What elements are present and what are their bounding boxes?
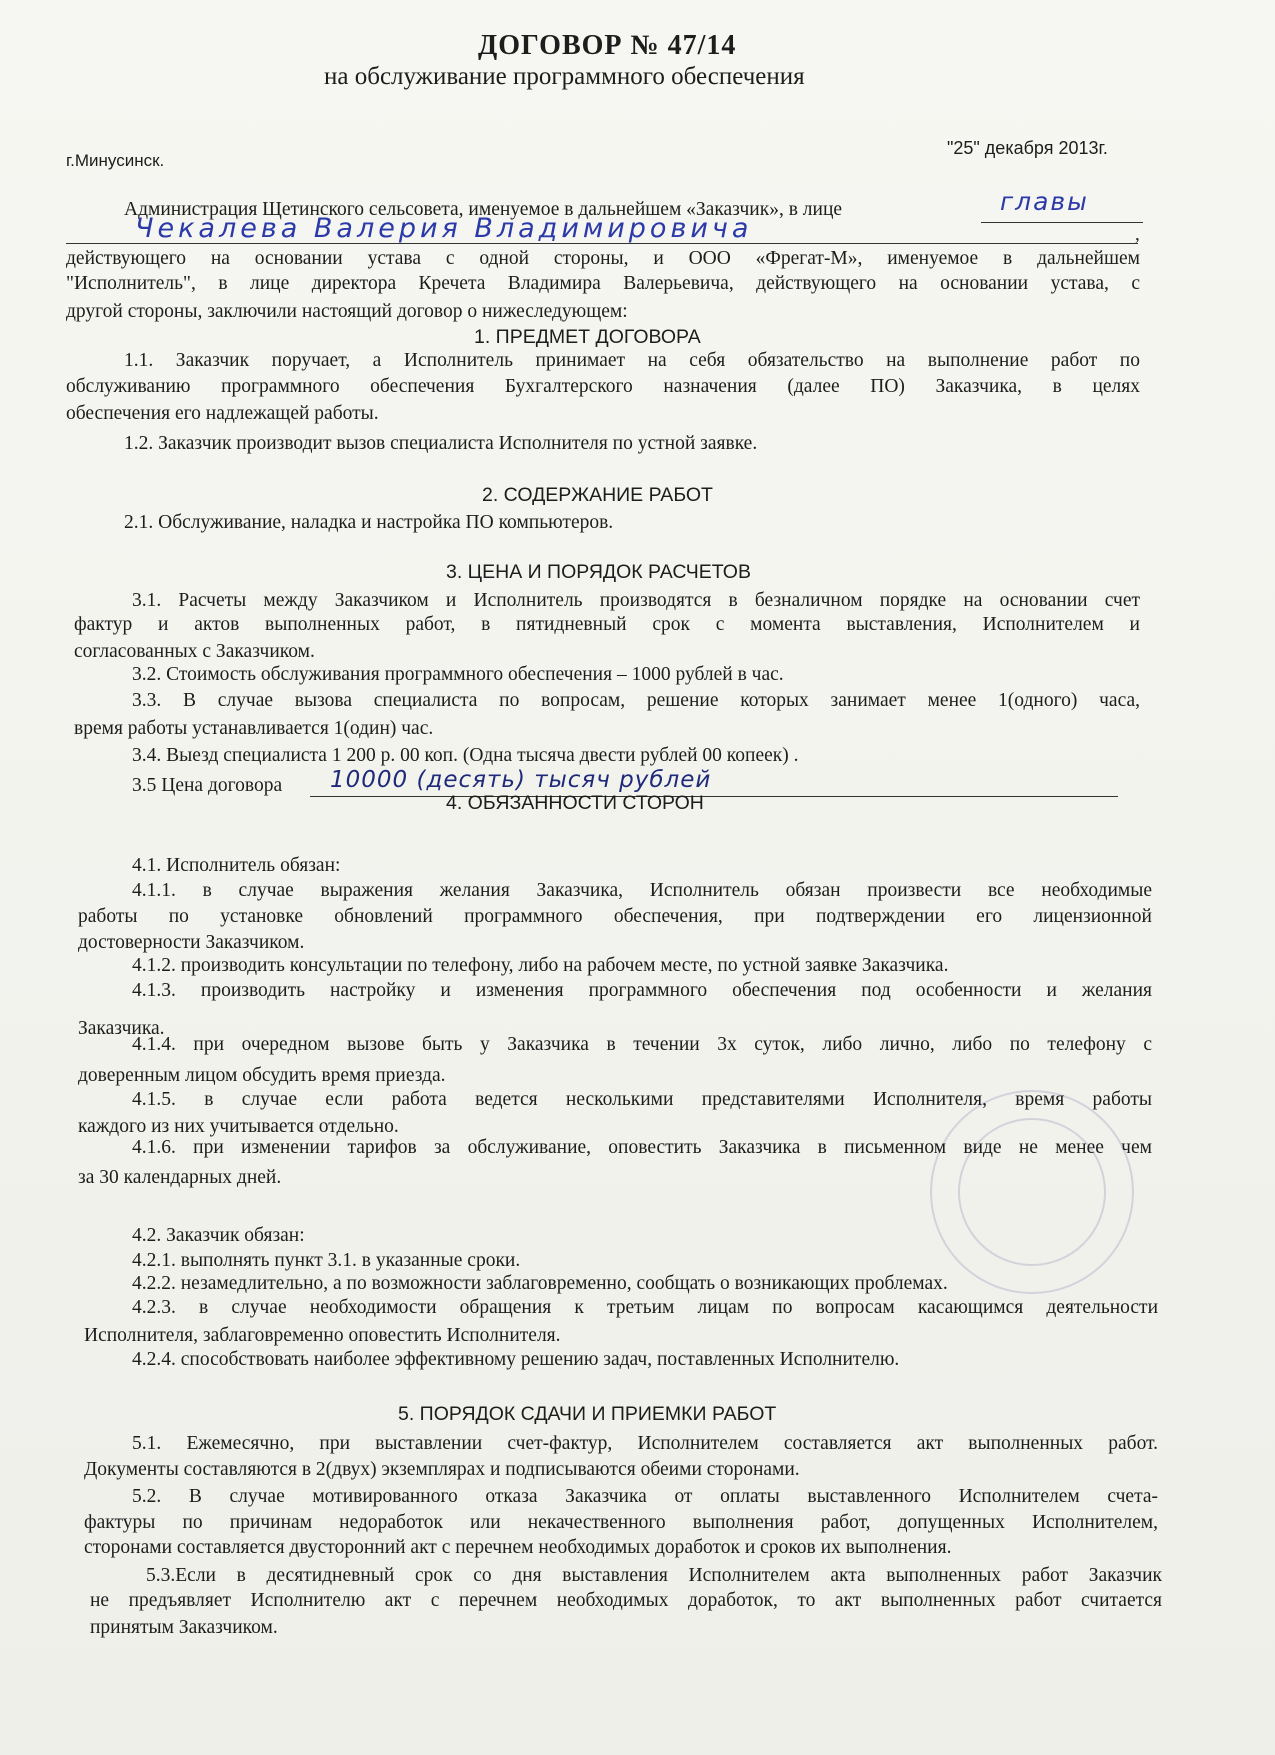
clause-text: 3.4. Выезд специалиста 1 200 р. 00 коп. (Одна тысяча двести рублей 00 копеек) . <box>132 745 799 766</box>
clause-text: 4.2.1. выполнять пункт 3.1. в указанные сроки. <box>132 1250 521 1271</box>
clause-text: Исполнителя, заблаговременно оповестить Исполнителя. <box>84 1325 561 1346</box>
handwritten-price: 10000 (десять) тысяч рублей <box>330 767 712 793</box>
clause-text: 4.2.2. незамедлительно, а по возможности заблаговременно, сообщать о возникающих проблемах. <box>132 1273 948 1294</box>
clause-text: 2.1. Обслуживание, наладка и настройка ПО компьютеров. <box>124 512 614 533</box>
clause-text: принятым Заказчиком. <box>90 1617 278 1638</box>
clause-text: сторонами составляется двусторонний акт с перечнем необходимых доработок и сроков их выполнения. <box>84 1537 952 1558</box>
clause-text: 4.1.1. в случае выражения желания Заказчика, Исполнитель обязан произвести все необходимые <box>132 880 1152 901</box>
clause-text: 4.1.5. в случае если работа ведется несколькими представителями Исполнителя, время работы <box>132 1089 1152 1110</box>
contract-title: ДОГОВОР № 47/14 <box>478 30 737 61</box>
handwritten-position: главы <box>1000 187 1089 216</box>
preamble-comma: , <box>1135 224 1140 245</box>
clause-text: не предъявляет Исполнителю акт с перечнем необходимых доработок, то акт выполненных работ считается <box>90 1590 1162 1611</box>
clause-text: 1.2. Заказчик производит вызов специалиста Исполнителя по устной заявке. <box>124 433 758 454</box>
contract-subtitle: на обслуживание программного обеспечения <box>324 63 805 90</box>
clause-text: 4.1.4. при очередном вызове быть у Заказчика в течении 3х суток, либо лично, либо по телефону с <box>132 1034 1152 1055</box>
preamble-line: Администрация Щетинского сельсовета, именуемое в дальнейшем «Заказчик», в лице <box>124 199 843 220</box>
clause-text: 3.5 Цена договора <box>132 775 283 796</box>
clause-text: 1.1. Заказчик поручает, а Исполнитель принимает на себя обязательство на выполнение работ по <box>124 350 1140 371</box>
preamble-line: другой стороны, заключили настоящий договор о нижеследующем: <box>66 301 628 322</box>
clause-text: 4.1.6. при изменении тарифов за обслуживание, оповестить Заказчика в письменном виде не менее чем <box>132 1137 1152 1158</box>
preamble-line: "Исполнитель", в лице директора Кречета Владимира Валерьевича, действующего на основании устава, с <box>66 273 1140 294</box>
clause-text: достоверности Заказчиком. <box>78 932 305 953</box>
contract-date: "25" декабря 2013г. <box>947 138 1108 158</box>
section-heading: 2. СОДЕРЖАНИЕ РАБОТ <box>482 484 713 506</box>
contract-city: г.Минусинск. <box>66 151 165 170</box>
clause-text: обеспечения его надлежащей работы. <box>66 403 379 424</box>
clause-text: время работы устанавливается 1(один) час. <box>74 718 434 739</box>
clause-text: согласованных с Заказчиком. <box>74 641 315 662</box>
clause-text: 4.2. Заказчик обязан: <box>132 1225 305 1246</box>
handwritten-name: Чекалева Валерия Владимировича <box>135 213 753 244</box>
clause-text: фактур и актов выполненных работ, в пятидневный срок с момента выставления, Исполнителем и <box>74 614 1140 635</box>
clause-text: работы по установке обновлений программного обеспечения, при подтверждении его лицензионной <box>78 906 1152 927</box>
clause-text: 4.2.4. способствовать наиболее эффективному решению задач, поставленных Исполнителю. <box>132 1349 900 1370</box>
clause-text: доверенным лицом обсудить время приезда. <box>78 1065 446 1086</box>
clause-text: 3.2. Стоимость обслуживания программного обеспечения – 1000 рублей в час. <box>132 664 784 685</box>
clause-text: 5.3.Если в десятидневный срок со дня выставления Исполнителем акта выполненных работ Заказчик <box>146 1565 1162 1586</box>
clause-text: 3.1. Расчеты между Заказчиком и Исполнитель производятся в безналичном порядке на основании счет <box>132 590 1140 611</box>
clause-text: каждого из них учитывается отдельно. <box>78 1116 399 1137</box>
clause-text: обслуживанию программного обеспечения Бухгалтерского назначения (далее ПО) Заказчика, в целях <box>66 376 1140 397</box>
clause-text: 5.2. В случае мотивированного отказа Заказчика от оплаты выставленного Исполнителем счета- <box>132 1486 1158 1507</box>
section-heading: 5. ПОРЯДОК СДАЧИ И ПРИЕМКИ РАБОТ <box>398 1403 777 1425</box>
fill-line <box>981 222 1143 223</box>
clause-text: 5.1. Ежемесячно, при выставлении счет-фактур, Исполнителем составляется акт выполненных работ. <box>132 1433 1158 1454</box>
clause-text: Заказчика. <box>78 1018 165 1039</box>
section-heading: 3. ЦЕНА И ПОРЯДОК РАСЧЕТОВ <box>446 561 751 583</box>
clause-text: Документы составляются в 2(двух) экземплярах и подписываются обеими сторонами. <box>84 1459 800 1480</box>
clause-text: 4.1.2. производить консультации по телефону, либо на рабочем месте, по устной заявке Заказчика. <box>132 955 949 976</box>
clause-text: 4.2.3. в случае необходимости обращения к третьим лицам по вопросам касающимся деятельности <box>132 1297 1158 1318</box>
clause-text: 3.3. В случае вызова специалиста по вопросам, решение которых занимает менее 1(одного) часа, <box>132 690 1140 711</box>
clause-text: фактуры по причинам недоработок или некачественного выполнения работ, допущенных Исполнителем, <box>84 1512 1158 1533</box>
preamble-line: действующего на основании устава с одной стороны, и ООО «Фрегат-М», именуемое в дальнейшем <box>66 248 1140 269</box>
clause-text: за 30 календарных дней. <box>78 1167 282 1188</box>
fill-line <box>310 796 1118 797</box>
section-heading: 1. ПРЕДМЕТ ДОГОВОРА <box>474 326 701 348</box>
clause-text: 4.1. Исполнитель обязан: <box>132 855 341 876</box>
clause-text: 4.1.3. производить настройку и изменения программного обеспечения под особенности и желания <box>132 980 1152 1001</box>
section-heading: 4. ОБЯЗАННОСТИ СТОРОН <box>446 792 704 814</box>
